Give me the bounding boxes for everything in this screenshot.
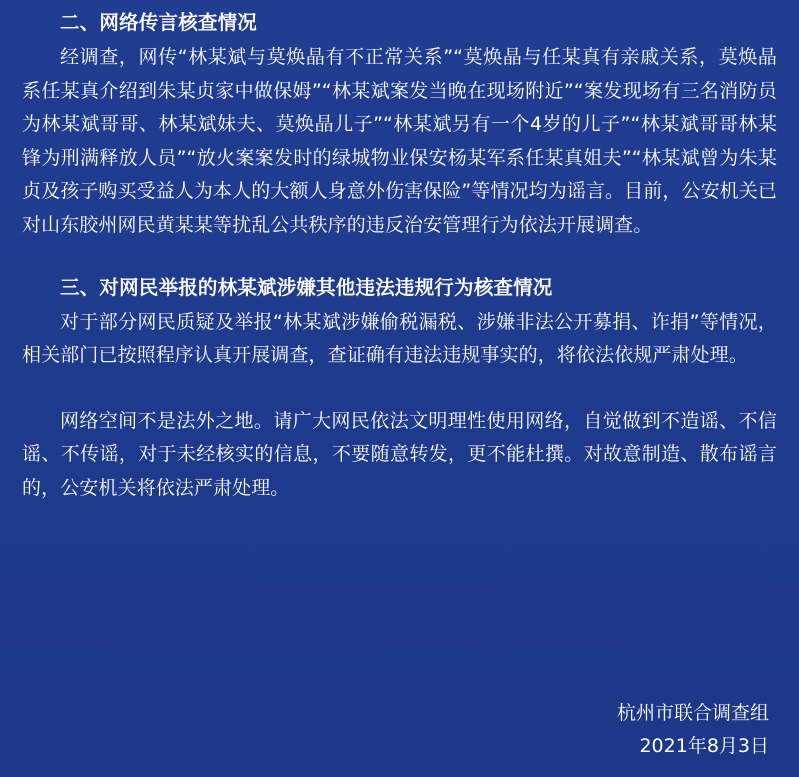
section-three-body: 对于部分网民质疑及举报“林某斌涉嫌偷税漏税、涉嫌非法公开募捐、诈捐”等情况，相关部门已按照程序认真开展调查，查证确有违法违规事实的，将依法依规严肃处理。 (22, 310, 777, 367)
signature-block (617, 697, 769, 763)
section-two-body: 经调查，网传“林某斌与莫焕晶有不正常关系”“莫焕晶与任某真有亲戚关系，莫焕晶系任某真介绍到朱某贞家中做保姆”“林某斌案发当晚在现场附近”“案发现场有三名消防员为林某斌哥哥、林某斌妹夫、莫焕晶儿子”“林某斌另有一个4岁的儿子”“林某斌哥哥林某锋为刑满释放人员”“放火案案发时的绿城物业保安杨某军系任某真姐夫”“林某斌曾为朱某贞及孩子购买受益人为本人的大额人身意外伤害保险”等情况均为谣言。目前，公安机关已对山东胶州网民黄某某等扰乱公共秩序的违反治安管理行为依法开展调查。 (22, 46, 777, 236)
signature-organization: 杭州市联合调查组 (616, 702, 769, 724)
closing-paragraph: 网络空间不是法外之地。请广大网民依法文明理性使用网络，自觉做到不造谣、不信谣、不传谣，对于未经核实的信息，不要随意转发，更不能杜撰。对故意制造、散布谣言的，公安机关将依法严肃处理。 (22, 409, 777, 499)
spacer (22, 373, 777, 405)
section-three-heading: 三、对网民举报的林某斌涉嫌其他违法违规行为核查情况 (60, 275, 553, 299)
spacer (22, 243, 777, 269)
section-two-heading: 二、网络传言核查情况 (60, 11, 258, 34)
signature-date: 2021年8月3日 (639, 735, 769, 757)
